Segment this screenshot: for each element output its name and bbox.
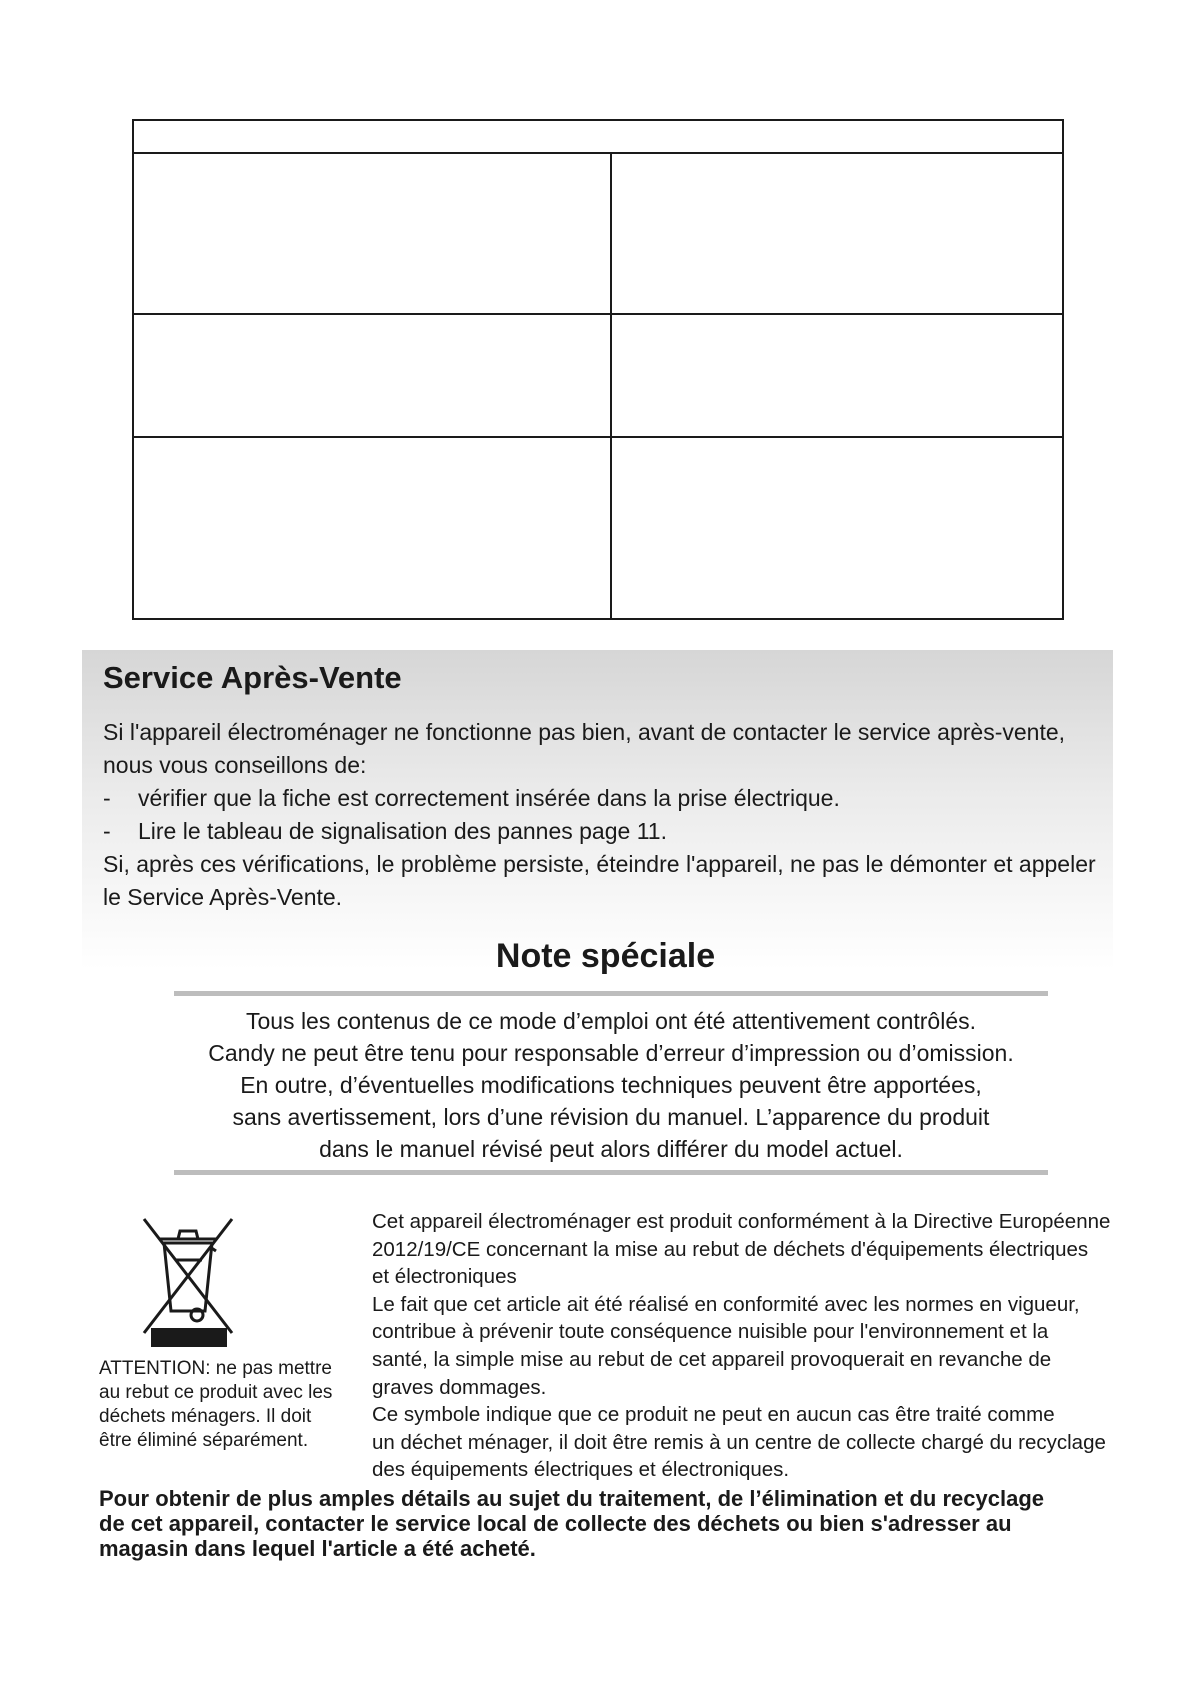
note-line: Candy ne peut être tenu pour responsable d’erreur d’impression ou d’omission. — [208, 1040, 1014, 1066]
service-title: Service Après-Vente — [103, 660, 402, 695]
text-line: des équipements électriques et électroniques. — [372, 1458, 790, 1482]
service-intro: Si l'appareil électroménager ne fonctionne pas bien, avant de contacter le service après-vente, nous vous conseillons de: — [103, 719, 1066, 778]
note-line: Tous les contenus de ce mode d’emploi ont été attentivement contrôlés. — [245, 1008, 977, 1034]
note-line: sans avertissement, lors d’une révision du manuel. L’apparence du produit — [232, 1104, 990, 1130]
text-line: Pour obtenir de plus amples détails au sujet du traitement, de l’élimination et du recyclage — [99, 1486, 1045, 1511]
table-row-divider — [134, 436, 1062, 438]
text-line: de cet appareil, contacter le service local de collecte des déchets ou bien s'adresser au — [99, 1511, 1012, 1536]
text-line: Cet appareil électroménager est produit conformément à la Directive Européenne — [372, 1210, 1111, 1233]
text-line: magasin dans lequel l'article a été acheté. — [99, 1536, 536, 1561]
table-header-row — [134, 121, 1062, 154]
text-line: contribue à prévenir toute conséquence nuisible pour l'environnement et la — [372, 1320, 1049, 1344]
text-line: un déchet ménager, il doit être remis à un centre de collecte chargé du recyclage — [372, 1430, 1106, 1454]
note-body — [174, 1005, 1048, 1165]
note-line: dans le manuel révisé peut alors différer du model actuel. — [319, 1136, 903, 1162]
text-line: Ce symbole indique que ce produit ne peut en aucun cas être traité comme — [372, 1403, 1055, 1427]
text-line: 2012/19/CE concernant la mise au rebut de déchets d'équipements électriques — [372, 1237, 1089, 1261]
weee-black-bar — [151, 1328, 227, 1347]
crossed-out-wheelie-bin-icon — [140, 1215, 236, 1345]
divider — [174, 991, 1048, 996]
service-closing: Si, après ces vérifications, le problème persiste, éteindre l'appareil, ne pas le démonter et appeler le Service Après-Vente. — [103, 851, 1096, 910]
empty-table — [132, 119, 1064, 620]
text-line: et électroniques — [372, 1265, 517, 1289]
text-line: graves dommages. — [372, 1375, 547, 1399]
recycling-info — [99, 1486, 1139, 1561]
note-line: En outre, d’éventuelles modifications techniques peuvent être apportées, — [240, 1072, 982, 1098]
bullet-marker: - — [103, 818, 111, 844]
service-section — [82, 650, 1113, 970]
attention-note: ATTENTION: ne pas mettre au rebut ce produit avec les déchets ménagers. Il doit être éliminé séparément. — [99, 1358, 333, 1451]
bullet-text: vérifier que la fiche est correctement insérée dans la prise électrique. — [138, 785, 840, 811]
bullet-text: Lire le tableau de signalisation des pannes page 11. — [138, 818, 667, 844]
bullet-marker: - — [103, 785, 111, 811]
text-line: santé, la simple mise au rebut de cet appareil provoquerait en revanche de — [372, 1347, 1052, 1371]
note-title: Note spéciale — [495, 937, 716, 975]
table-column-divider — [610, 152, 612, 618]
text-line: Le fait que cet article ait été réalisé en conformité avec les normes en vigueur, — [372, 1292, 1080, 1316]
divider — [174, 1170, 1048, 1175]
table-row-divider — [134, 313, 1062, 315]
weee-directive-text — [372, 1208, 1132, 1484]
